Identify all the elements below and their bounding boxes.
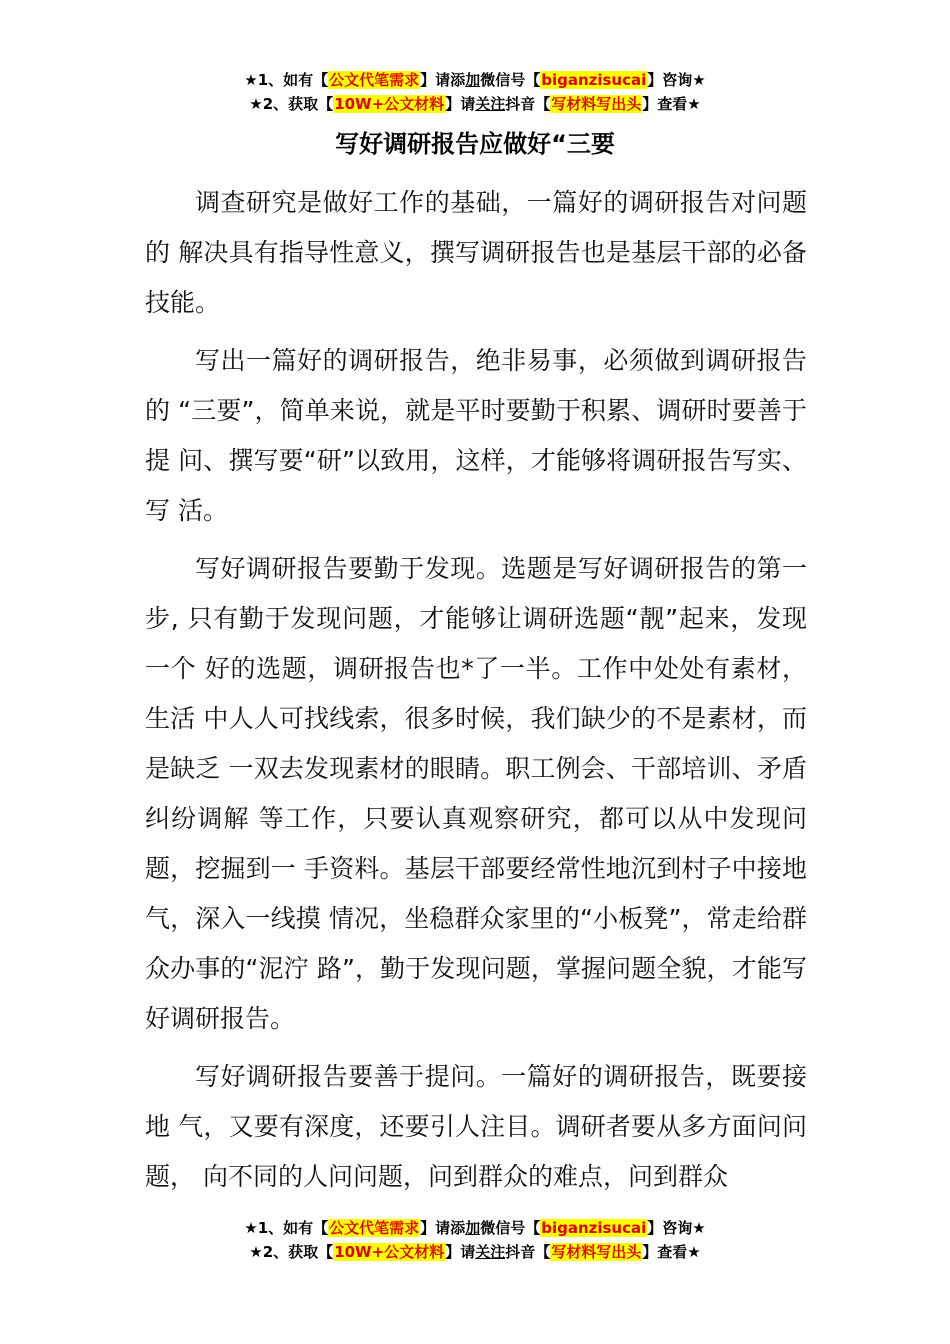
banner-highlight: biganzisucai — [541, 71, 647, 89]
banner-text: 】咨询★ — [647, 71, 706, 89]
banner-highlight: 写材料写出头 — [551, 1243, 642, 1261]
banner-text: ★2、获取【 — [249, 95, 334, 113]
banner-line-1 — [0, 68, 950, 92]
paragraph: 写出一篇好的调研报告，绝非易事，必须做到调研报告的 “三要”，简单来说，就是平时要勤于积累、调研时要善于提 问、撰写要“研”以致用，这样，才能够将调研报告写实、写 活。 — [145, 346, 807, 525]
banner-highlight: 公文代笔需求 — [329, 71, 420, 89]
document-title: 写好调研报告应做好“三要 — [335, 130, 615, 158]
banner-text: 】请添 — [420, 1219, 466, 1237]
paragraph: 写好调研报告要勤于发现。选题是写好调研报告的第一步, 只有勤于发现问题，才能够让调研选题“靓”起来，发现一个 好的选题，调研报告也*了一半。工作中处处有素材，生活 中人人可找线索，很多时候，我们缺少的不是素材，而是缺乏 一双去发现素材的眼睛。职工例会、干部培训、矛盾纠纷调解 等工作，只要认真观察研究，都可以从中发现问题，挖掘到一 手资料。基层干部要经常性地沉到村子中接地气，深入一线摸 情况，坐稳群众家里的“小板凳”，常走给群众办事的“泥泞 路”，勤于发现问题，掌握问题全貌，才能写好调研报告。 — [145, 554, 807, 1033]
document-body — [145, 178, 807, 1210]
banner-text: 】查看★ — [642, 95, 701, 113]
banner-highlight: 10W+公文材料 — [334, 95, 445, 113]
paragraph: 写好调研报告要善于提问。一篇好的调研报告，既要接地 气，又要有深度，还要引人注目。调研者要从多方面问问题， 向不同的人问问题，问到群众的难点，问到群众 — [145, 1062, 807, 1191]
banner-emphasis: 加 — [465, 71, 481, 89]
banner-emphasis: 关注 — [475, 1243, 506, 1261]
banner-text: ★2、获取【 — [249, 1243, 334, 1261]
banner-text: 微信号【 — [480, 71, 541, 89]
banner-line-2 — [0, 1240, 950, 1264]
banner-text: 】查看★ — [642, 1243, 701, 1261]
banner-text: 微信号【 — [480, 1219, 541, 1237]
banner-highlight: biganzisucai — [541, 1219, 647, 1237]
banner-highlight: 公文代笔需求 — [329, 1219, 420, 1237]
paragraph: 调查研究是做好工作的基础，一篇好的调研报告对问题的 解决具有指导性意义，撰写调研报告也是基层干部的必备技能。 — [145, 188, 807, 317]
banner-text: 】请 — [445, 1243, 476, 1261]
banner-line-2 — [0, 92, 950, 116]
footer-banner — [0, 1216, 950, 1264]
banner-highlight: 10W+公文材料 — [334, 1243, 445, 1261]
banner-emphasis: 关注 — [475, 95, 506, 113]
banner-highlight: 写材料写出头 — [551, 95, 642, 113]
banner-text: 】咨询★ — [647, 1219, 706, 1237]
banner-text: 】请 — [445, 95, 476, 113]
banner-text: 抖音【 — [505, 1243, 551, 1261]
banner-text: ★1、如有【 — [244, 71, 329, 89]
header-banner — [0, 68, 950, 116]
banner-emphasis: 加 — [465, 1219, 481, 1237]
banner-text: 抖音【 — [505, 95, 551, 113]
banner-line-1 — [0, 1216, 950, 1240]
banner-text: ★1、如有【 — [244, 1219, 329, 1237]
banner-text: 】请添 — [420, 71, 466, 89]
